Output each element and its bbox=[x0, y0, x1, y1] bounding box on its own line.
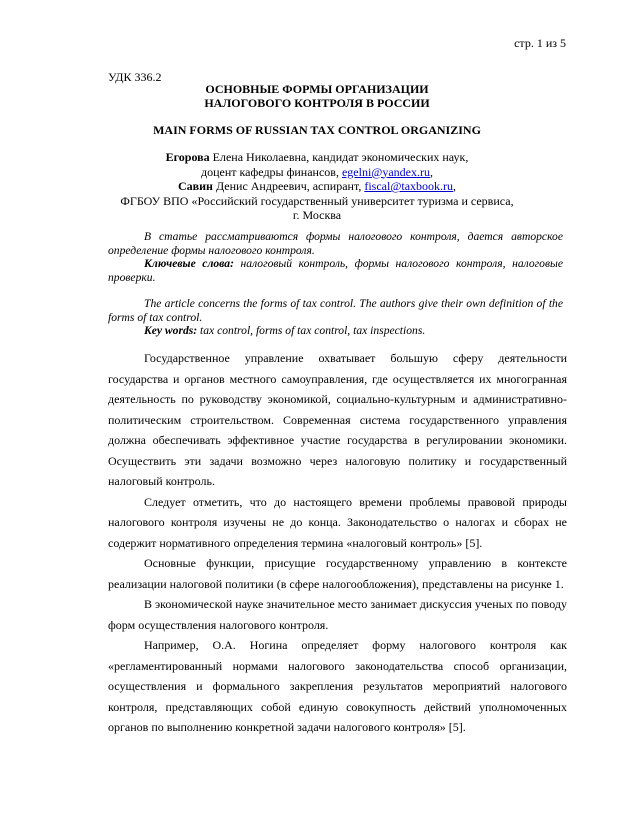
abstract-en-text: The article concerns the forms of tax control. The authors give their own definition of the forms of tax control. bbox=[108, 297, 563, 324]
keywords-ru bbox=[108, 257, 563, 284]
author1-email-link[interactable]: egelni@yandex.ru bbox=[341, 164, 430, 179]
city: г. Москва bbox=[292, 208, 342, 222]
author2-details: Денис Андреевич, аспирант, bbox=[212, 179, 365, 193]
title-ru-line1: ОСНОВНЫЕ ФОРМЫ ОРГАНИЗАЦИИ bbox=[205, 82, 429, 96]
abstract-russian bbox=[108, 230, 563, 284]
author2-email-link[interactable]: fiscal@taxbook.ru bbox=[364, 179, 454, 193]
body-paragraph-3: Основные функции, присущие государственному управлению в контексте реализации налоговой политики (в сфере налогообложения), представлены на рисунке 1. bbox=[108, 556, 567, 591]
author2-line bbox=[108, 179, 526, 194]
body-paragraph-1: Государственное управление охватывает большую сферу деятельности государства и органов местного самоуправления, где осуществляется их многогранная деятельность по руководству экономикой, социально-культурным и административно-политическим строительством. Современная система государственного управления должна обеспечивать эффективное участие государства в регулировании экономики. Осуществить эти задачи возможно через налоговую политику и государственный налоговый контроль. bbox=[108, 351, 567, 488]
keywords-en-list: tax control, forms of tax control, tax inspections. bbox=[197, 324, 426, 337]
author2-surname: Савин bbox=[177, 179, 213, 193]
body-paragraph-4: В экономической науке значительное место занимает дискуссия ученых по поводу форм осуществления налогового контроля. bbox=[108, 597, 567, 632]
title-ru-line2: НАЛОГОВОГО КОНТРОЛЯ В РОССИИ bbox=[204, 96, 430, 110]
author2-tail: , bbox=[453, 179, 457, 193]
udk-code: УДК 336.2 bbox=[108, 70, 162, 84]
author1-surname: Егорова bbox=[165, 150, 210, 164]
page-number: стр. 1 из 5 bbox=[514, 36, 566, 50]
title-english: MAIN FORMS OF RUSSIAN TAX CONTROL ORGANIZING bbox=[153, 123, 481, 137]
abstract-english bbox=[108, 297, 563, 338]
keywords-en bbox=[108, 324, 563, 338]
body-paragraph-2: Следует отметить, что до настоящего времени проблемы правовой природы налогового контроля изучены не до конца. Законодательство о налогах и сборах не содержит нормативного определения термина «налоговый контроль» [5]. bbox=[108, 494, 567, 550]
body-paragraph-5: Например, О.А. Ногина определяет форму налогового контроля как «регламентированный нормами налогового законодательства способ организации, осуществления и формального закрепления результатов мероприятий налогового контроля, представляющих собой единую совокупность действий уполномоченных органов по выполнению конкретной задачи налогового контроля» [5]. bbox=[108, 638, 567, 734]
keywords-ru-label: Ключевые слова: bbox=[144, 257, 234, 270]
keywords-ru-list: налоговый контроль, формы налогового контроля, налоговые проверки. bbox=[108, 257, 563, 284]
author1-tail: , bbox=[430, 164, 433, 179]
article-body bbox=[108, 348, 567, 738]
author1-details: Елена Николаевна, кандидат экономических наук, bbox=[209, 150, 469, 164]
authors-block bbox=[108, 150, 526, 223]
title-russian bbox=[108, 82, 526, 110]
author1-position-line bbox=[108, 165, 526, 180]
keywords-en-label: Key words: bbox=[144, 324, 198, 337]
abstract-ru-text: В статье рассматриваются формы налогового контроля, дается авторское определение формы налогового контроля. bbox=[108, 230, 563, 257]
affiliation: ФГБОУ ВПО «Российский государственный университет туризма и сервиса, bbox=[120, 193, 514, 208]
author1-position: доцент кафедры финансов, bbox=[201, 164, 342, 179]
author1-line bbox=[108, 150, 526, 165]
